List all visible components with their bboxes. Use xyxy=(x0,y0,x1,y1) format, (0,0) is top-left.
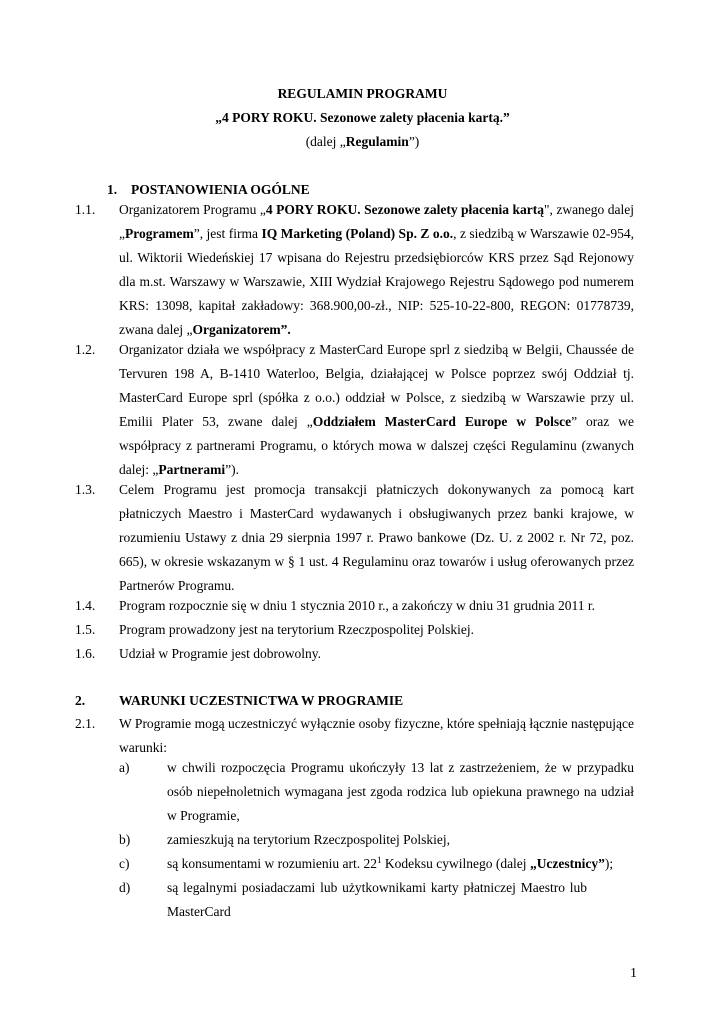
list-item-letter: c) xyxy=(119,856,130,871)
paragraph-text: Program rozpocznie się w dniu 1 stycznia 2010 r., a zakończy w dniu 31 grudnia 2011 r. xyxy=(119,598,596,613)
document-title: REGULAMIN PROGRAMU xyxy=(277,86,448,101)
list-item-letter: d) xyxy=(119,880,131,895)
paragraph-number: 1.5. xyxy=(75,622,96,637)
paragraph-text: Celem Programu jest promocja transakcji płatniczych dokonywanych za pomocą kart płatniczych Maestro i MasterCard wydawanych i obsługiwanych przez banki krajowe, w rozumieniu Ustawy z dnia 29 sierpnia 1997 r. Prawo bankowe (Dz. U. z 2002 r. Nr 72, poz. 665), w okresie wskazanym w § 1 ust. 4 Regulaminu oraz towarów i usług oferowanych przez Partnerów Programu. xyxy=(119,482,634,593)
list-item-text: w chwili rozpoczęcia Programu ukończyły 13 lat z zastrzeżeniem, że w przypadku osób niepełnoletnich wymagana jest zgoda rodzica lub opiekuna prawnego na udział w Programie, xyxy=(167,760,634,823)
paragraph-text: W Programie mogą uczestniczyć wyłącznie osoby fizyczne, które spełniają łącznie następujące warunki: xyxy=(119,716,634,755)
paragraph-number: 1.3. xyxy=(75,482,96,497)
document-alias: (dalej „Regulamin”) xyxy=(305,134,420,149)
section-heading: WARUNKI UCZESTNICTWA W PROGRAMIE xyxy=(119,693,404,708)
paragraph-number: 1.6. xyxy=(75,646,96,661)
section-number: 2. xyxy=(75,693,86,708)
paragraph-text: Organizator działa we współpracy z MasterCard Europe sprl z siedzibą w Belgii, Chaussée de Tervuren 198 A, B-1410 Waterloo, Belgia, działającej w Polsce poprzez swój Oddział tj. MasterCard Europe sprl (spółka z o.o.) oddział w Polsce, z siedzibą w Warszawie przy ul. Emilii Plater 53, zwane dalej „Oddziałem MasterCard Europe w Polsce” oraz we współpracy z partnerami Programu, o których mowa w dalszej części Regulaminu (zwanych dalej: „Partnerami”). xyxy=(119,342,634,477)
program-name: „4 PORY ROKU. Sezonowe zalety płacenia kartą.” xyxy=(215,110,510,125)
section-number: 1. xyxy=(107,182,118,197)
paragraph-text: Program prowadzony jest na terytorium Rzeczpospolitej Polskiej. xyxy=(119,622,475,637)
list-item-text: zamieszkują na terytorium Rzeczpospolitej Polskiej, xyxy=(167,832,451,847)
paragraph-text: Udział w Programie jest dobrowolny. xyxy=(119,646,321,661)
list-item-text: są konsumentami w rozumieniu art. $22^1$ Kodeksu cywilnego (dalej „Uczestnicy”); xyxy=(167,855,614,871)
section-heading: POSTANOWIENIA OGÓLNE xyxy=(131,182,310,197)
footnote-superscript: 1 xyxy=(376,855,382,865)
paragraph-text: Organizatorem Programu „4 PORY ROKU. Sezonowe zalety płacenia kartą", zwanego dalej „Programem”, jest firma IQ Marketing (Poland) Sp. Z o.o., z siedzibą w Warszawie 02-954, ul. Wiktorii Wiedeńskiej 17 wpisana do Rejestru przedsiębiorców KRS przez Sąd Rejonowy dla m.st. Warszawy w Warszawie, XIII Wydział Krajowego Rejestru Sądowego pod numerem KRS: 13098, kapitał zakładowy: 368.900,00-zł., NIP: 525-10-22-800, REGON: 01778739, zwana dalej „Organizatorem”. xyxy=(119,202,634,337)
paragraph-number: 2.1. xyxy=(75,716,96,731)
list-item-letter: a) xyxy=(119,760,130,775)
list-item-letter: b) xyxy=(119,832,131,847)
paragraph-number: 1.1. xyxy=(75,202,96,217)
paragraph-number: 1.4. xyxy=(75,598,96,613)
list-item-text: są legalnymi posiadaczami lub użytkownikami karty płatniczej Maestro lub MasterCard xyxy=(167,880,587,919)
page-number: 1 xyxy=(630,966,637,981)
paragraph-number: 1.2. xyxy=(75,342,96,357)
